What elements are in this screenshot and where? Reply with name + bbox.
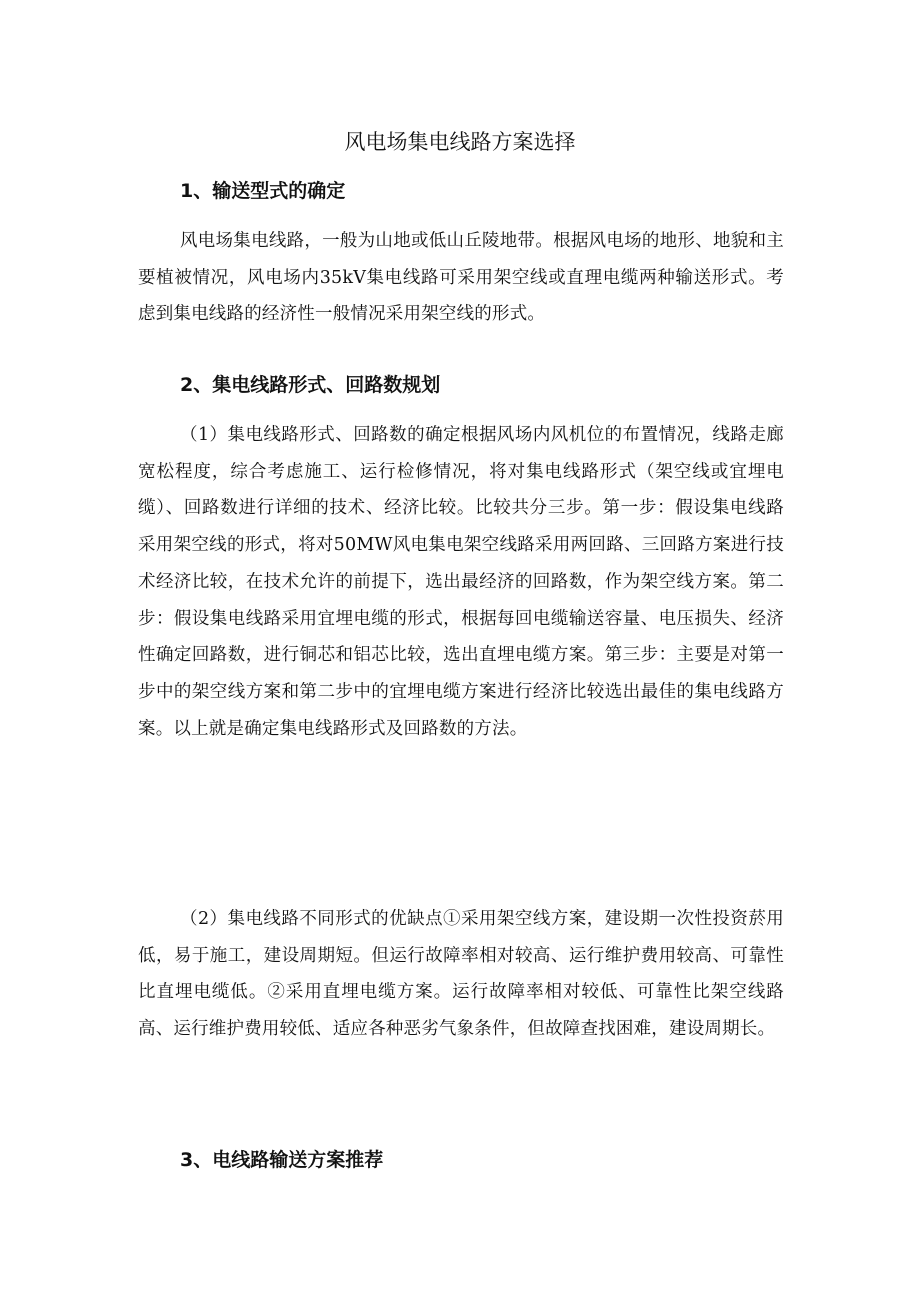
section-heading-1: 1、输送型式的确定 <box>180 180 346 202</box>
section-2-paragraph-2: （2）集电线路不同形式的优缺点①采用架空线方案，建设期一次性投资菸用低，易于施工，建设周期短。但运行故障率相对较高、运行维护费用较高、可靠性比直埋电缆低。②采用直埋电缆方案。运行故障率相对较低、可靠性比架空线路高、运行维护费用较低、适应各种恶劣气象条件，但故障查找困难，建设周期长。 <box>138 909 784 1040</box>
section-heading-3: 3、电线路输送方案推荐 <box>180 1149 384 1171</box>
section-heading-2: 2、集电线路形式、回路数规划 <box>180 374 441 396</box>
document-title: 风电场集电线路方案选择 <box>344 130 576 154</box>
section-2-paragraph-1: （1）集电线路形式、回路数的确定根据风场内风机位的布置情况，线路走廊宽松程度，综合考虑施工、运行检修情况，将对集电线路形式（架空线或宜埋电缆）、回路数进行详细的技术、经济比较。比较共分三步。第一步：假设集电线路采用架空线的形式，将对50MW风电集电架空线路采用两回路、三回路方案进行技术经济比较，在技术允许的前提下，选出最经济的回路数，作为架空线方案。第二步：假设集电线路采用宜埋电缆的形式，根据每回电缆输送容量、电压损失、经济性确定回路数，进行铜芯和铝芯比较，选出直埋电缆方案。第三步：主要是对第一步中的架空线方案和第二步中的宜埋电缆方案进行经济比较选出最佳的集电线路方案。以上就是确定集电线路形式及回路数的方法。 <box>138 425 784 739</box>
section-1-paragraph-1: 风电场集电线路，一般为山地或低山丘陵地带。根据风电场的地形、地貌和主要植被情况，风电场内35kV集电线路可采用架空线或直理电缆两种输送形式。考虑到集电线路的经济性一般情况采用架空线的形式。 <box>138 231 784 325</box>
